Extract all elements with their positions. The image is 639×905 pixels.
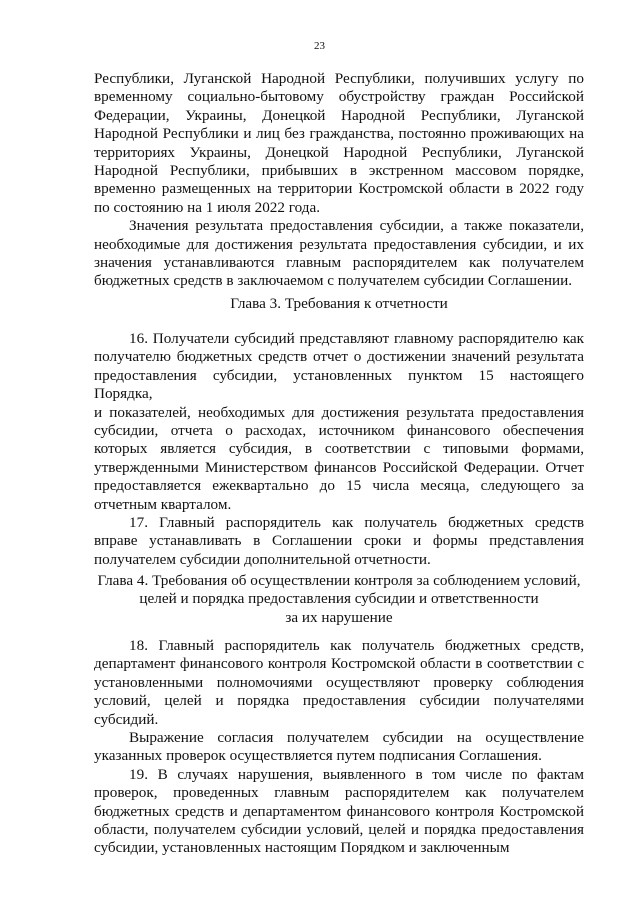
chapter-4-title-line-3: за их нарушение: [285, 608, 393, 626]
paragraph-18: 18. Главный распорядитель как получатель бюджетных средств, департамент финансового контроля Костромской области в соответствии с установленными полномочиями осуществляют проверку соблюдения условий, целей и порядка предоставления субсидии получателями субсидий.: [94, 637, 584, 728]
chapter-3-body: [94, 330, 584, 569]
text-block-1: [94, 70, 584, 291]
paragraph-19: 19. В случаях нарушения, выявленного в том числе по фактам проверок, проведенных главным распорядителем как получателем бюджетных средств и департаментом финансового контроля Костромской области, получателем субсидии условий, целей и порядка предоставления субсидии, установленных настоящим Порядком и заключенным: [94, 765, 584, 857]
chapter-4-heading: [94, 572, 584, 627]
chapter-4-body: [94, 637, 584, 858]
paragraph-17: 17. Главный распорядитель как получатель бюджетных средств вправе устанавливать в Соглашении сроки и формы представления получателем субсидии дополнительной отчетности.: [94, 514, 584, 568]
page-number: 23: [314, 40, 325, 52]
paragraph-18-consent: Выражение согласия получателем субсидии на осуществление указанных проверок осуществляется путем подписания Соглашения.: [94, 729, 584, 765]
paragraph-16-continued: и показателей, необходимых для достижения результата предоставления субсидии, отчета о расходах, источником финансового обеспечения которых является субсидия, в соответствии с типовыми формами, утвержденными Министерством финансов Российской Федерации. Отчет предоставляется ежеквартально до 15 числа месяца, следующего за отчетным кварталом.: [94, 403, 584, 513]
paragraph-result-values: Значения результата предоставления субсидии, а также показатели, необходимые для достижения результата предоставления субсидии, и их значения устанавливаются главным распорядителем как получателем бюджетных средств в заключаемом с получателем субсидии Соглашении.: [94, 217, 584, 290]
chapter-4-title-line-1: Глава 4. Требования об осуществлении контроля за соблюдением условий,: [97, 572, 581, 589]
chapter-3-title: Глава 3. Требования к отчетности: [230, 295, 448, 312]
paragraph-16: 16. Получатели субсидий представляют главному распорядителю как получателю бюджетных средств отчет о достижении значений результата предоставления субсидии, установленных пунктом 15 настоящего Порядка,: [94, 330, 584, 403]
paragraph-continuation: Республики, Луганской Народной Республики, получивших услугу по временному социально-бытовому обустройству граждан Российской Федерации, Украины, Донецкой Народной Республики, Луганской Народной Республики и лиц без гражданства, постоянно проживающих на территориях Украины, Донецкой Народной Республики, Луганской Народной Республики, прибывших в экстренном массовом порядке, временно размещенных на территории Костромской области в 2022 году по состоянию на 1 июля 2022 года.: [94, 70, 584, 216]
chapter-4-title-line-2: целей и порядка предоставления субсидии и ответственности: [139, 590, 539, 608]
chapter-3: [94, 295, 584, 313]
